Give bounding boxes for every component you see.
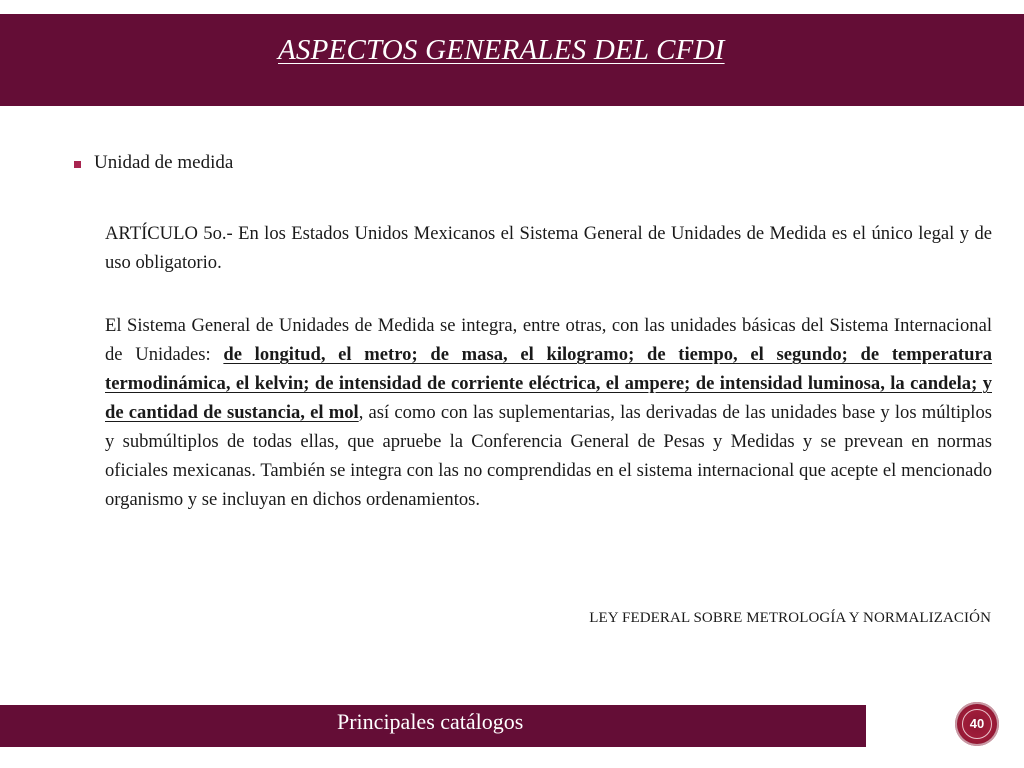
bullet-item — [74, 152, 233, 174]
page-number: 40 — [969, 716, 985, 731]
article-2-intro: El Sistema General de Unidades de Medida se integra, entre otras, con las unidades básicas del Sistema Internacional de Unidades: — [105, 315, 992, 365]
source-reference: LEY FEDERAL SOBRE METROLOGÍA Y NORMALIZACIÓN — [589, 610, 991, 626]
footer-band — [0, 705, 866, 747]
slide-title: ASPECTOS GENERALES DEL CFDI — [278, 34, 725, 66]
footer-title: Principales catálogos — [337, 709, 524, 734]
bullet-label: Unidad de medida — [94, 152, 234, 173]
article-paragraph-1: ARTÍCULO 5o.- En los Estados Unidos Mexicanos el Sistema General de Unidades de Medida es el único legal y de uso obligatorio. — [105, 223, 992, 273]
article-2-rest: , así como con las suplementarias, las derivadas de las unidades base y los múltiplos y submúltiplos de todas ellas, que apruebe la Conferencia General de Pesas y Medidas y se prevean en normas oficiales mexicanas. También se integra con las no comprendidas en el sistema internacional que acepte el mencionado organismo y se incluyan en dichos ordenamientos. — [105, 402, 992, 510]
article-paragraph-2 — [105, 311, 992, 514]
page-number-badge — [955, 702, 999, 746]
article-2-emphasis: de longitud, el metro; de masa, el kilogramo; de tiempo, el segundo; de temperatura termodinámica, el kelvin; de intensidad de corriente eléctrica, el ampere; de intensidad luminosa, la candela; y de cantidad de sustancia, el mol — [105, 344, 992, 423]
square-bullet-icon — [74, 161, 81, 168]
